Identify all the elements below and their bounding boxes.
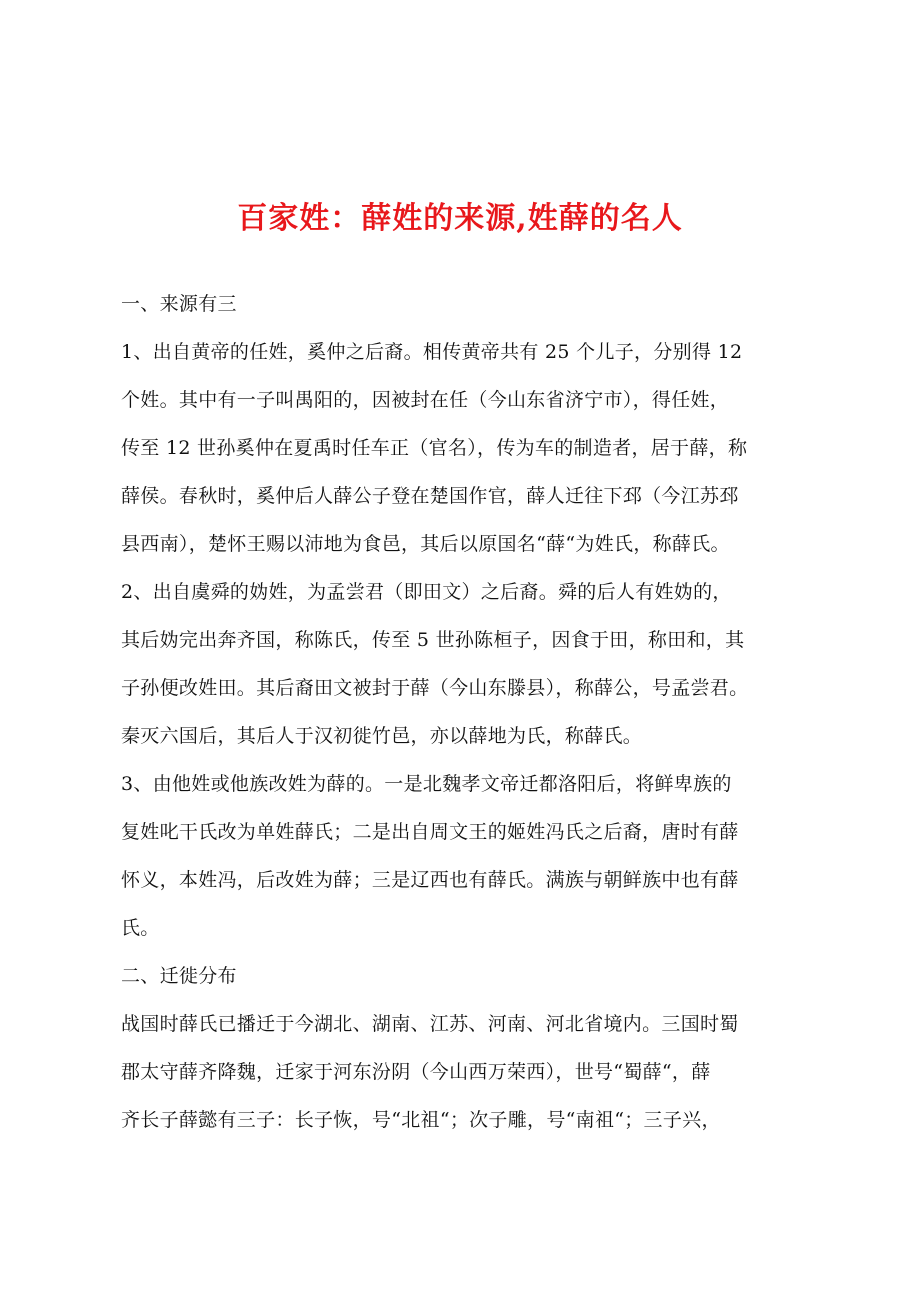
- paragraph-line: 县西南），楚怀王赐以沛地为食邑，其后以原国名“薛“为姓氏，称薛氏。: [121, 533, 730, 555]
- paragraph-line: 氏。: [121, 917, 160, 939]
- paragraph-line: 秦灭六国后，其后人于汉初徙竹邑，亦以薛地为氏，称薛氏。: [121, 725, 643, 747]
- paragraph-line: 1、出自黄帝的任姓，奚仲之后裔。相传黄帝共有 25 个儿子，分别得 12: [121, 341, 743, 363]
- paragraph-line: 个姓。其中有一子叫禺阳的，因被封在任（今山东省济宁市），得任姓，: [121, 389, 730, 411]
- document-body: [121, 280, 821, 1144]
- paragraph-line: 3、由他姓或他族改姓为薛的。一是北魏孝文帝迁都洛阳后，将鲜卑族的: [121, 773, 732, 795]
- paragraph-line: 齐长子薛懿有三子：长子恢，号“北祖“；次子雕，号“南祖“；三子兴，: [121, 1109, 721, 1131]
- document-title: 百家姓：薛姓的来源,姓薛的名人: [237, 201, 683, 236]
- paragraph-line: 战国时薛氏已播迁于今湖北、湖南、江苏、河南、河北省境内。三国时蜀: [121, 1013, 739, 1035]
- paragraph-line: 其后妫完出奔齐国，称陈氏，传至 5 世孙陈桓子，因食于田，称田和，其: [121, 629, 745, 651]
- paragraph-line: 薛侯。春秋时，奚仲后人薛公子登在楚国作官，薛人迁往下邳（今江苏邳: [121, 485, 739, 507]
- paragraph-line: 郡太守薛齐降魏，迁家于河东汾阴（今山西万荣西），世号“蜀薛“，薛: [121, 1061, 711, 1083]
- paragraph-line: 子孙便改姓田。其后裔田文被封于薛（今山东滕县），称薛公，号孟尝君。: [121, 677, 749, 699]
- paragraph-line: 复姓叱干氏改为单姓薛氏；二是出自周文王的姬姓冯氏之后裔，唐时有薛: [121, 821, 739, 843]
- section-heading: 二、迁徙分布: [121, 965, 237, 987]
- paragraph-line: 2、出自虞舜的妫姓，为孟尝君（即田文）之后裔。舜的后人有姓妫的，: [121, 581, 732, 603]
- section-heading: 一、来源有三: [121, 293, 237, 315]
- paragraph-line: 怀义，本姓冯，后改姓为薛；三是辽西也有薛氏。满族与朝鲜族中也有薛: [121, 869, 739, 891]
- paragraph-line: 传至 12 世孙奚仲在夏禹时任车正（官名），传为车的制造者，居于薛，称: [121, 437, 748, 459]
